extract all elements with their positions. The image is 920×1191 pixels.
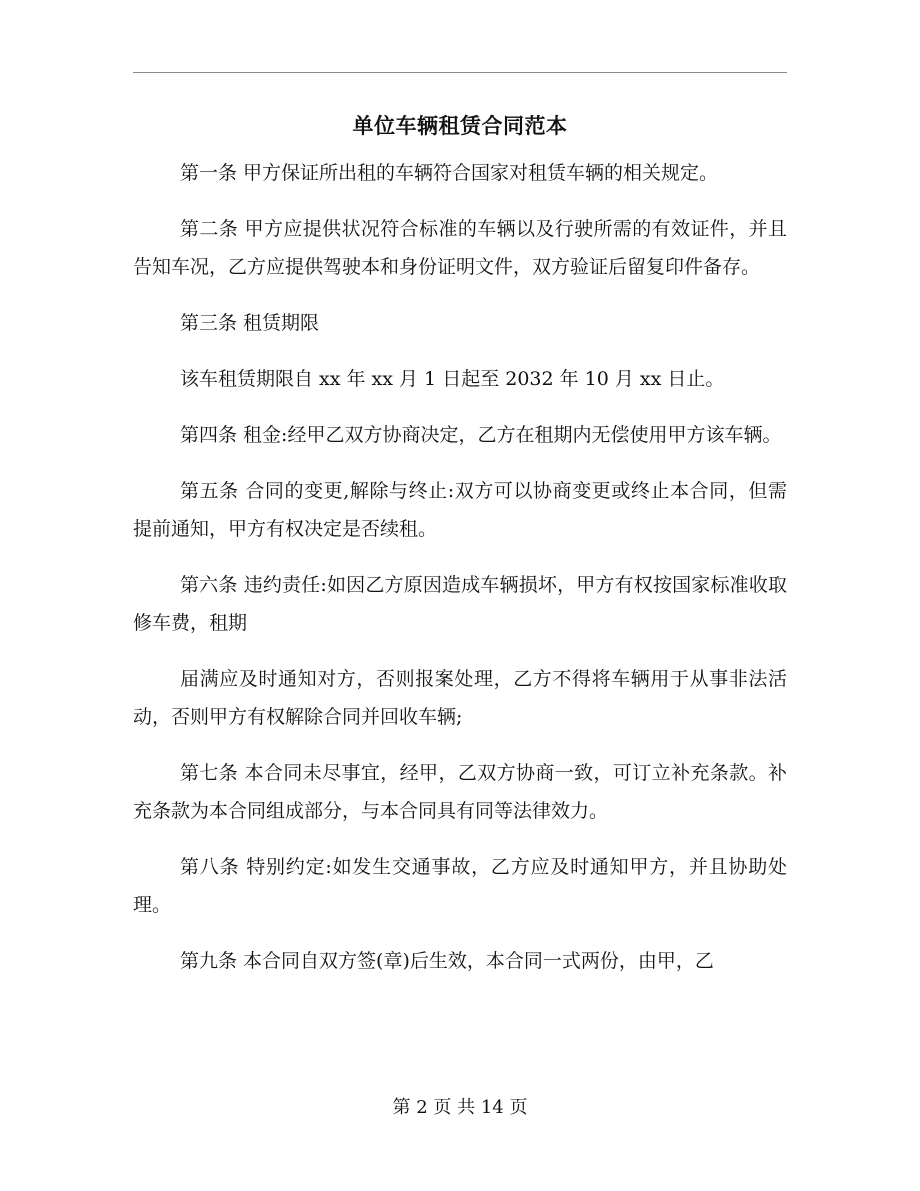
paragraph-article-6-continued: 届满应及时通知对方，否则报案处理，乙方不得将车辆用于从事非法活动，否则甲方有权解除合同并回收车辆; <box>133 668 787 728</box>
paragraph-article-1: 第一条 甲方保证所出租的车辆符合国家对租赁车辆的相关规定。 <box>180 162 719 184</box>
paragraph-article-8: 第八条 特别约定:如发生交通事故，乙方应及时通知甲方，并且协助处理。 <box>133 856 787 916</box>
paragraph-article-3-heading: 第三条 租赁期限 <box>180 312 320 334</box>
page-number-footer: 第 2 页 共 14 页 <box>392 1097 528 1118</box>
document-title: 单位车辆租赁合同范本 <box>352 113 568 138</box>
paragraph-article-4: 第四条 租金:经甲乙双方协商决定，乙方在租期内无偿使用甲方该车辆。 <box>180 424 782 446</box>
paragraph-article-5: 第五条 合同的变更,解除与终止:双方可以协商变更或终止本合同，但需提前通知，甲方有权决定是否续租。 <box>133 480 787 540</box>
paragraph-lease-term: 该车租赁期限自 xx 年 xx 月 1 日起至 2032 年 10 月 xx 日止。 <box>180 368 725 390</box>
header-rule <box>133 72 787 73</box>
document-body <box>133 154 787 998</box>
paragraph-article-2: 第二条 甲方应提供状况符合标准的车辆以及行驶所需的有效证件，并且告知车况，乙方应提供驾驶本和身份证明文件，双方验证后留复印件备存。 <box>133 218 787 278</box>
paragraph-article-6: 第六条 违约责任:如因乙方原因造成车辆损坏，甲方有权按国家标准收取修车费，租期 <box>133 574 787 634</box>
paragraph-article-7: 第七条 本合同未尽事宜，经甲，乙双方协商一致，可订立补充条款。补充条款为本合同组成部分，与本合同具有同等法律效力。 <box>133 762 787 822</box>
paragraph-article-9: 第九条 本合同自双方签(章)后生效，本合同一式两份，由甲，乙 <box>180 950 714 972</box>
